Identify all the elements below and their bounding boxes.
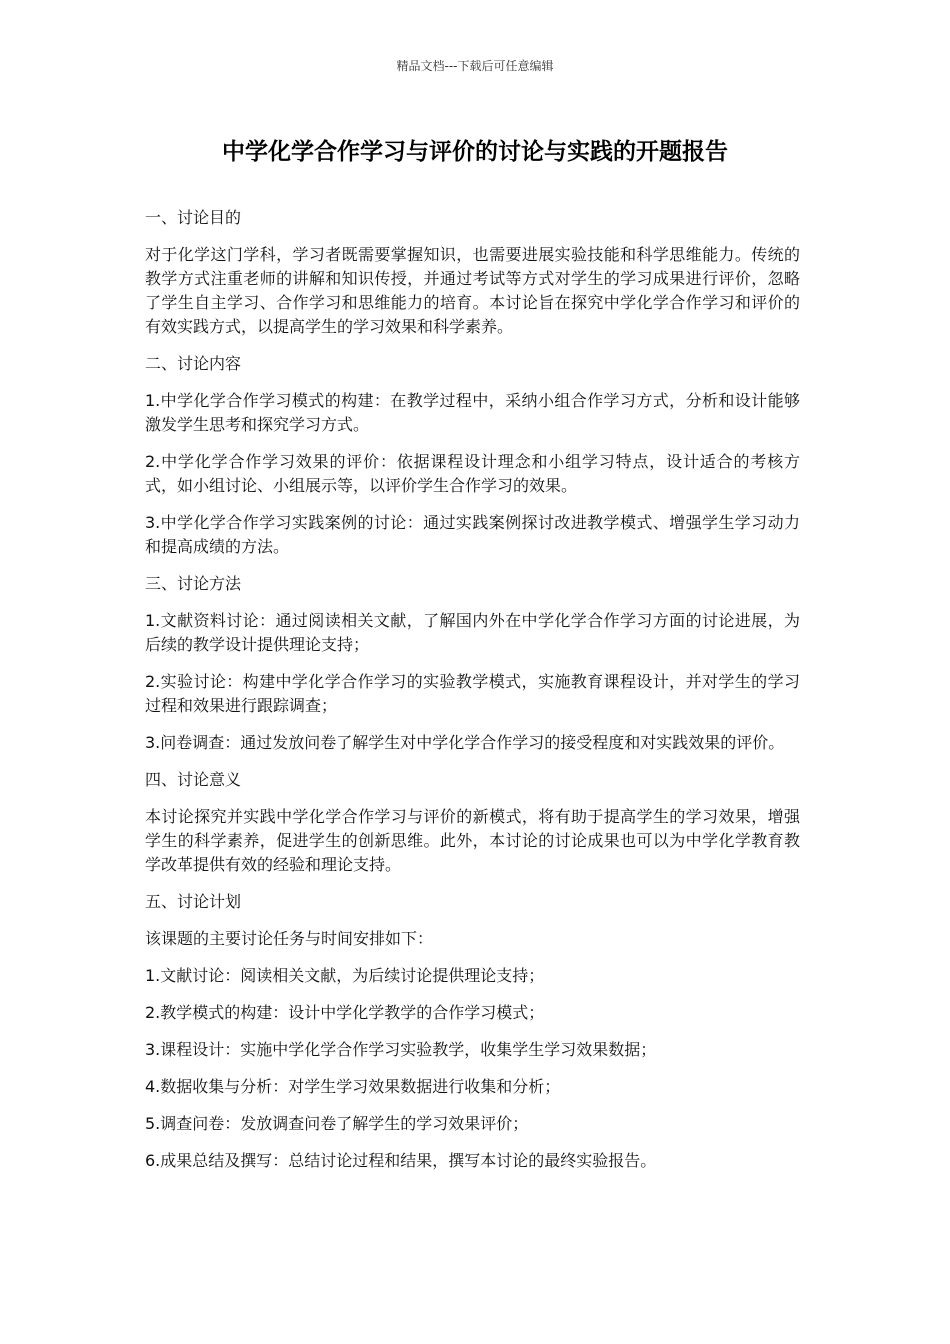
list-item-plan-5: 5.调查问卷：发放调查问卷了解学生的学习效果评价； (145, 1114, 529, 1133)
list-item-plan-3: 3.课程设计：实施中学化学合作学习实验教学，收集学生学习效果数据； (145, 1040, 657, 1059)
paragraph-plan-intro: 该课题的主要讨论任务与时间安排如下： (145, 929, 434, 948)
section-heading-significance: 四、讨论意义 (145, 770, 242, 789)
list-item-method-2: 2.实验讨论：构建中学化学合作学习的实验教学模式，实施教育课程设计，并对学生的学习过程和效果进行跟踪调查； (145, 672, 800, 715)
paragraph-significance: 本讨论探究并实践中学化学合作学习与评价的新模式，将有助于提高学生的学习效果，增强学生的科学素养，促进学生的创新思维。此外，本讨论的讨论成果也可以为中学化学教育教学改革提供有效的经验和理论支持。 (145, 807, 800, 874)
list-item-plan-6: 6.成果总结及撰写：总结讨论过程和结果，撰写本讨论的最终实验报告。 (145, 1151, 657, 1170)
list-item-content-3: 3.中学化学合作学习实践案例的讨论：通过实践案例探讨改进教学模式、增强学生学习动力和提高成绩的方法。 (145, 513, 800, 556)
list-item-method-3: 3.问卷调查：通过发放问卷了解学生对中学化学合作学习的接受程度和对实践效果的评价。 (145, 733, 785, 752)
section-heading-plan: 五、讨论计划 (145, 892, 242, 911)
list-item-plan-1: 1.文献讨论：阅读相关文献，为后续讨论提供理论支持； (145, 966, 545, 985)
list-item-method-1: 1.文献资料讨论：通过阅读相关文献，了解国内外在中学化学合作学习方面的讨论进展，为后续的教学设计提供理论支持； (145, 611, 800, 654)
page-header-note: 精品文档---下载后可任意编辑 (396, 59, 554, 73)
list-item-plan-2: 2.教学模式的构建：设计中学化学教学的合作学习模式； (145, 1003, 545, 1022)
list-item-content-1: 1.中学化学合作学习模式的构建：在教学过程中，采纳小组合作学习方式，分析和设计能够激发学生思考和探究学习方式。 (145, 391, 800, 434)
section-heading-content: 二、讨论内容 (145, 354, 242, 373)
section-heading-method: 三、讨论方法 (145, 574, 242, 593)
section-heading-purpose: 一、讨论目的 (145, 208, 242, 227)
list-item-plan-4: 4.数据收集与分析：对学生学习效果数据进行收集和分析； (145, 1077, 561, 1096)
paragraph-purpose: 对于化学这门学科，学习者既需要掌握知识，也需要进展实验技能和科学思维能力。传统的教学方式注重老师的讲解和知识传授，并通过考试等方式对学生的学习成果进行评价，忽略了学生自主学习、合作学习和思维能力的培育。本讨论旨在探究中学化学合作学习和评价的有效实践方式，以提高学生的学习效果和科学素养。 (145, 245, 800, 336)
document-body (145, 206, 800, 1186)
document-title: 中学化学合作学习与评价的讨论与实践的开题报告 (222, 139, 728, 165)
list-item-content-2: 2.中学化学合作学习效果的评价：依据课程设计理念和小组学习特点，设计适合的考核方式，如小组讨论、小组展示等，以评价学生合作学习的效果。 (145, 452, 800, 495)
